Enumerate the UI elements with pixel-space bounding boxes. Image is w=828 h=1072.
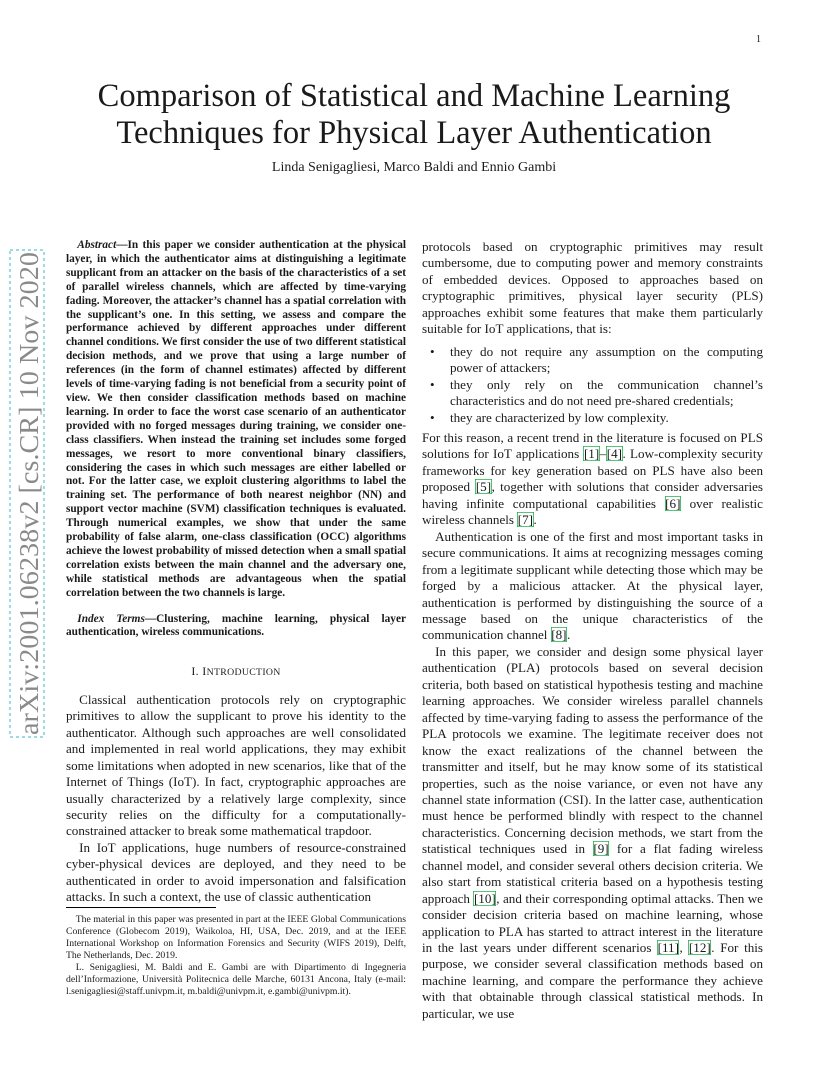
right-paragraph-3: Authentication is one of the first and most important tasks in secure communications. It aims at recognizing messages coming from a legitimate supplicant while detecting those which may be forged by a malicious attacker. At the physical layer, authentication is performed by distinguishing the source of a message based on the unique characteristics of the communication channel [8].	[422, 528, 763, 643]
paper-title	[60, 78, 768, 152]
index-terms	[66, 613, 406, 641]
abstract	[66, 239, 406, 601]
intro-paragraph-2: In IoT applications, huge numbers of resource-constrained cyber-physical devices are deployed, and they need to be authenticated in order to avoid impersonation and falsification attacks. In such a context, the use of classic authentication	[66, 839, 406, 905]
arxiv-stamp[interactable]	[2, 249, 48, 738]
citation-link[interactable]: [12]	[688, 940, 711, 956]
footnote-presentation: The material in this paper was presented in part at the IEEE Global Communications Conference (Globecom 2019), Waikoloa, HI, USA, Dec. 2019, and at the IEEE International Workshop on Information Forensics and Security (WIFS 2019), Delft, The Netherlands, Dec. 2019.	[66, 914, 406, 961]
arxiv-stamp-text: arXiv:2001.06238v2 [cs.CR] 10 Nov 2020	[14, 273, 44, 735]
index-terms-text: —Clustering, machine learning, physical layer authentication, wireless communications.	[66, 612, 406, 639]
citation-link[interactable]: [4]	[606, 446, 623, 462]
title-line-1: Comparison of Statistical and Machine Learning	[97, 78, 731, 114]
section-title-rest: NTRODUCTION	[206, 667, 281, 679]
citation-link[interactable]: [10]	[473, 890, 496, 906]
citation-link[interactable]: [9]	[593, 841, 609, 857]
list-item: • they only rely on the communication channel’s characteristics and do not need pre-shared credentials;	[450, 377, 763, 410]
right-paragraph-1: protocols based on cryptographic primitives may result cumbersome, due to computing power and memory constraints of embedded devices. Opposed to approaches based on cryptographic primitives, physical layer security (PLS) approaches exhibit some features that make them particularly suitable for IoT applications, that is:	[422, 239, 763, 337]
abstract-label: Abstract	[77, 239, 117, 251]
arxiv-stamp-graphic	[2, 249, 48, 738]
title-line-2: Techniques for Physical Layer Authentication	[116, 115, 712, 151]
right-paragraph-4: In this paper, we consider and design some physical layer authentication (PLA) protocols based on several decision criteria, both based on statistical hypothesis testing and machine learning approaches. We consider wireless parallel channels affected by time-varying fading to assess the performance of the PLA protocols we examine. The legitimate receiver does not know the exact realizations of the channel between the transmitter and itself, but he may know some of its statistical properties, such as the noise variance, or even not have any channel state information (CSI). In the latter case, authentication must hence be performed blindly with respect to the channel characteristics. Concerning decision methods, we start from the statistical techniques used in [9] for a flat fading wireless channel model, and consider several others decision criteria. We also start from statistical criteria based on a hypothesis testing approach [10], and their corresponding optimal attacks. Then we consider decision criteria based on machine learning, whose application to PLA has started to attract interest in the literature in the last years under different scenarios [11], [12]. For this purpose, we consider several classification methods based on machine learning, and compare the performance they achieve with that obtainable through classical statistical methods. In particular, we use	[422, 643, 763, 1021]
section-heading-introduction	[66, 663, 406, 681]
intro-paragraph-1: Classical authentication protocols rely on cryptographic primitives to allow the supplicant to prove his identity to the authenticator. Although such approaches are well consolidated and implemented in real world applications, they may exhibit some limitations when adopted in new scenarios, like that of the Internet of Things (IoT). In fact, cryptographic approaches are usually characterized by a relatively large complexity, since security relies on the difficulty for a computationally-constrained attacker to break some mathematical trapdoor.	[66, 691, 406, 839]
right-paragraph-2: For this reason, a recent trend in the literature is focused on PLS solutions for IoT applications [1]–[4]. Low-complexity security frameworks for key generation based on PLS have also been proposed [5], together with solutions that consider adversaries having infinite computational capabilities [6] over realistic wireless channels [7].	[422, 429, 764, 528]
right-column	[422, 239, 763, 1022]
index-terms-label: Index Terms	[77, 612, 145, 625]
citation-link[interactable]: [1]	[583, 446, 600, 462]
abstract-text: —In this paper we consider authentication at the physical layer, in which the authenticator aims at distinguishing a legitimate supplicant from an attacker on the basis of the characteristics of a set of parallel wireless channels, which are affected by time-varying fading. Moreover, the attacker’s channel has a spatial correlation with the supplicant’s one. In this setting, we assess and compare the performance achieved by different approaches under different channel conditions. We first consider the use of two different statistical decision methods, and we prove that using a large number of references (in the form of channel estimates) affected by different levels of time-varying fading is not beneficial from a security point of view. We then consider classification methods based on machine learning. In order to face the worst case scenario of an authenticator provided with no forged messages during training, we consider one-class classifiers. When instead the training set includes some forged messages, we resort to more conventional binary classifiers, considering the cases in which such messages are either labelled or not. For the latter case, we exploit clustering algorithms to label the training set. The performance of both nearest neighbor (NN) and support vector machine (SVM) classification techniques is evaluated. Through numerical examples, we show that under the same probability of false alarm, one-class classification (OCC) algorithms achieve the lowest probability of missed detection when a small spatial correlation exists between the main channel and the adversary one, while statistical methods are advantageous when the spatial correlation between the two channels is large.	[66, 239, 406, 599]
pls-features-list	[422, 344, 763, 426]
citation-link[interactable]: [5]	[475, 479, 492, 495]
left-column	[66, 239, 406, 906]
citation-link[interactable]: [11]	[657, 940, 679, 956]
footnotes	[66, 914, 406, 998]
footnote-affiliation: L. Senigagliesi, M. Baldi and E. Gambi are with Dipartimento di Ingegneria dell’Informazione, Università Politecnica delle Marche, 60131 Ancona, Italy (e-mail: l.senigagliesi@staff.univpm.it, m.baldi@univpm.it, e.gambi@univpm.it).	[66, 962, 406, 997]
list-item: • they are characterized by low complexity.	[450, 410, 763, 426]
section-number: I.	[191, 664, 199, 679]
section-initial: I	[202, 664, 207, 679]
page-number: 1	[756, 34, 761, 45]
footnote-divider	[66, 907, 216, 908]
list-item: • they do not require any assumption on the computing power of attackers;	[450, 344, 763, 377]
citation-link[interactable]: [8]	[551, 627, 567, 643]
citation-link[interactable]: [7]	[517, 512, 534, 528]
citation-link[interactable]: [6]	[665, 495, 681, 511]
author-list: Linda Senigagliesi, Marco Baldi and Ennio Gambi	[271, 160, 557, 175]
